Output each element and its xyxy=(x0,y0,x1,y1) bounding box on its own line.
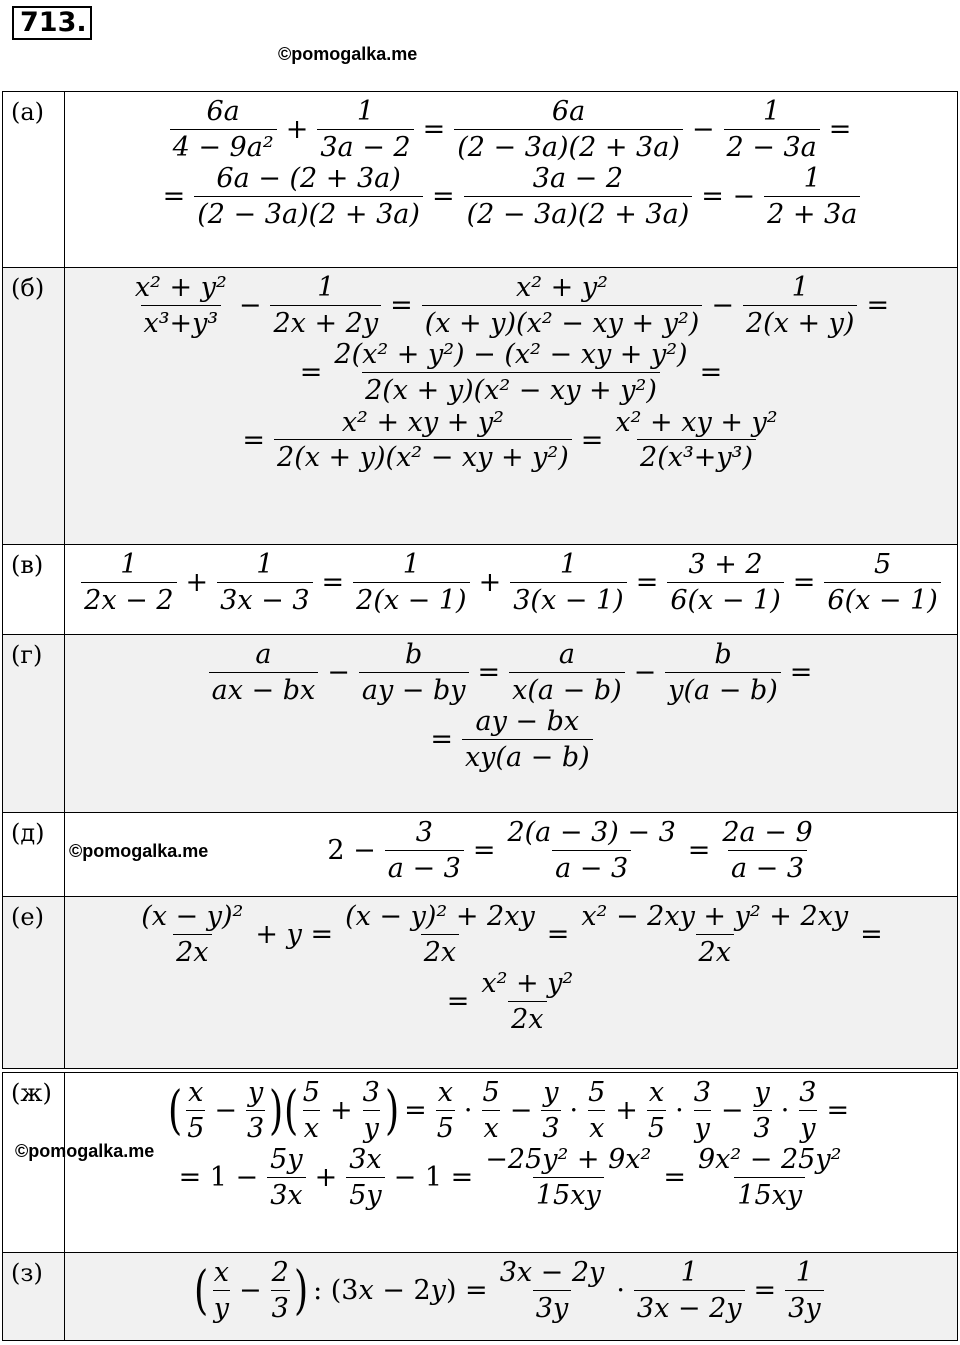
solutions-table-2 xyxy=(2,1072,958,1341)
row-d xyxy=(3,813,958,897)
row-zh xyxy=(3,1073,958,1253)
equation-line: = $\frac{\text{x² + xy + y²}}{\text{2(x + y)(x² − xy + y²)}}$ = $\frac{\text{x² + xy + y²}}{\text{2(x³+y³)}}$ xyxy=(242,406,778,474)
row-b xyxy=(3,268,958,545)
label-e: (е) xyxy=(3,897,65,1069)
row-z xyxy=(3,1253,958,1341)
solutions-table xyxy=(2,91,958,1069)
solution-g xyxy=(65,635,958,813)
equation-line: = $\frac{6a - (2 + 3a)}{(2 - 3a)(2 + 3a)}$ = $\frac{3a - 2}{(2 - 3a)(2 + 3a)}$ = − $\frac{1}{2 + 3a}$ xyxy=(158,164,865,229)
equation-line: $\frac{\text{(x − y)²}}{2x}$ + y = $\frac{\text{(x − y)² + 2xy}}{2x}$ = $\frac{\text{x² − 2xy + y² + 2xy}}{2x}$ = xyxy=(141,901,883,968)
solution-e xyxy=(65,897,958,1069)
solution-a xyxy=(65,92,958,268)
label-z: (з) xyxy=(3,1253,65,1341)
label-g: (г) xyxy=(3,635,65,813)
watermark-top: ©pomogalka.me xyxy=(278,44,418,64)
equation-line: ( $\frac{x}{5}$ − $\frac{y}{3}$ ) ( $\frac{5}{x}$ + $\frac{3}{y}$ ) = $\frac{x}{5}$ · $\frac{5}{x}$ − $\frac{y}{3}$ · $\frac{5}{x}$ + $\frac{x}{5}$ · $\frac{3}{y}$ − $\frac{y}{3}$ · $\frac{3}{y}$ = xyxy=(167,1077,850,1144)
watermark-middle: ©pomogalka.me xyxy=(69,841,209,861)
solution-zh xyxy=(15,1073,958,1253)
equation-line: $\frac{\text{x² + y²}}{\text{x³+y³}}$ − $\frac{1}{2x + 2y}$ = $\frac{\text{x² + y²}}{\text{(x + y)(x² − xy + y²)}}$ − $\frac{1}{2(x + y)}$ = xyxy=(134,272,890,339)
solution-d xyxy=(65,813,958,897)
equation-line: = $\frac{\text{x² + y²}}{2x}$ xyxy=(446,968,574,1036)
label-a: (а) xyxy=(3,92,65,268)
label-d: (д) xyxy=(3,813,65,897)
label-zh: (ж) xyxy=(3,1073,65,1253)
row-g xyxy=(3,635,958,813)
problem-number: 713. xyxy=(12,6,92,40)
row-a xyxy=(3,92,958,268)
watermark-bottom: ©pomogalka.me xyxy=(15,1141,155,1161)
label-b: (б) xyxy=(3,268,65,545)
row-v xyxy=(3,545,958,635)
row-e xyxy=(3,897,958,1069)
equation-line: = 1 − $\frac{5y}{3x}$ + $\frac{3x}{5y}$ − 1 = $\frac{\text{−25y² + 9x²}}{15xy}$ = $\frac{\text{9x² − 25y²}}{15xy}$ xyxy=(178,1144,842,1212)
solution-b xyxy=(65,268,958,545)
equation-line: = $\frac{ay - bx}{xy(a - b)}$ xyxy=(425,707,596,772)
equation-line: 2 − $\frac{3}{a - 3}$ = $\frac{2(a - 3) - 3}{a - 3}$ = $\frac{2a - 9}{a - 3}$ xyxy=(327,817,813,884)
equation-line: $\frac{a}{ax - bx}$ − $\frac{b}{ay - by}$ = $\frac{a}{x(a - b)}$ − $\frac{b}{y(a - b)}$ = xyxy=(205,640,818,705)
solution-z xyxy=(65,1253,958,1341)
equation-line: = $\frac{\text{2(x² + y²) − (x² − xy + y²)}}{\text{2(x + y)(x² − xy + y²)}}$ = xyxy=(299,339,723,407)
equation-line: $\frac{1}{2x - 2}$ + $\frac{1}{3x - 3}$ = $\frac{1}{2(x - 1)}$ + $\frac{1}{3(x - 1)}$ = $\frac{3 + 2}{6(x - 1)}$ = $\frac{5}{6(x - 1)}$ xyxy=(77,550,945,615)
equation-line: ( $\frac{x}{y}$ − $\frac{2}{3}$ ) : (3x − 2y) = $\frac{3x - 2y}{3y}$ · $\frac{1}{3x - 2y}$ = $\frac{1}{3y}$ xyxy=(194,1258,827,1323)
equation-line: $\frac{6a}{\text{4 − 9a²}}$ + $\frac{1}{3a - 2}$ = $\frac{6a}{(2 - 3a)(2 + 3a)}$ − $\frac{1}{2 - 3a}$ = xyxy=(166,97,857,162)
solution-v xyxy=(65,545,958,635)
label-v: (в) xyxy=(3,545,65,635)
